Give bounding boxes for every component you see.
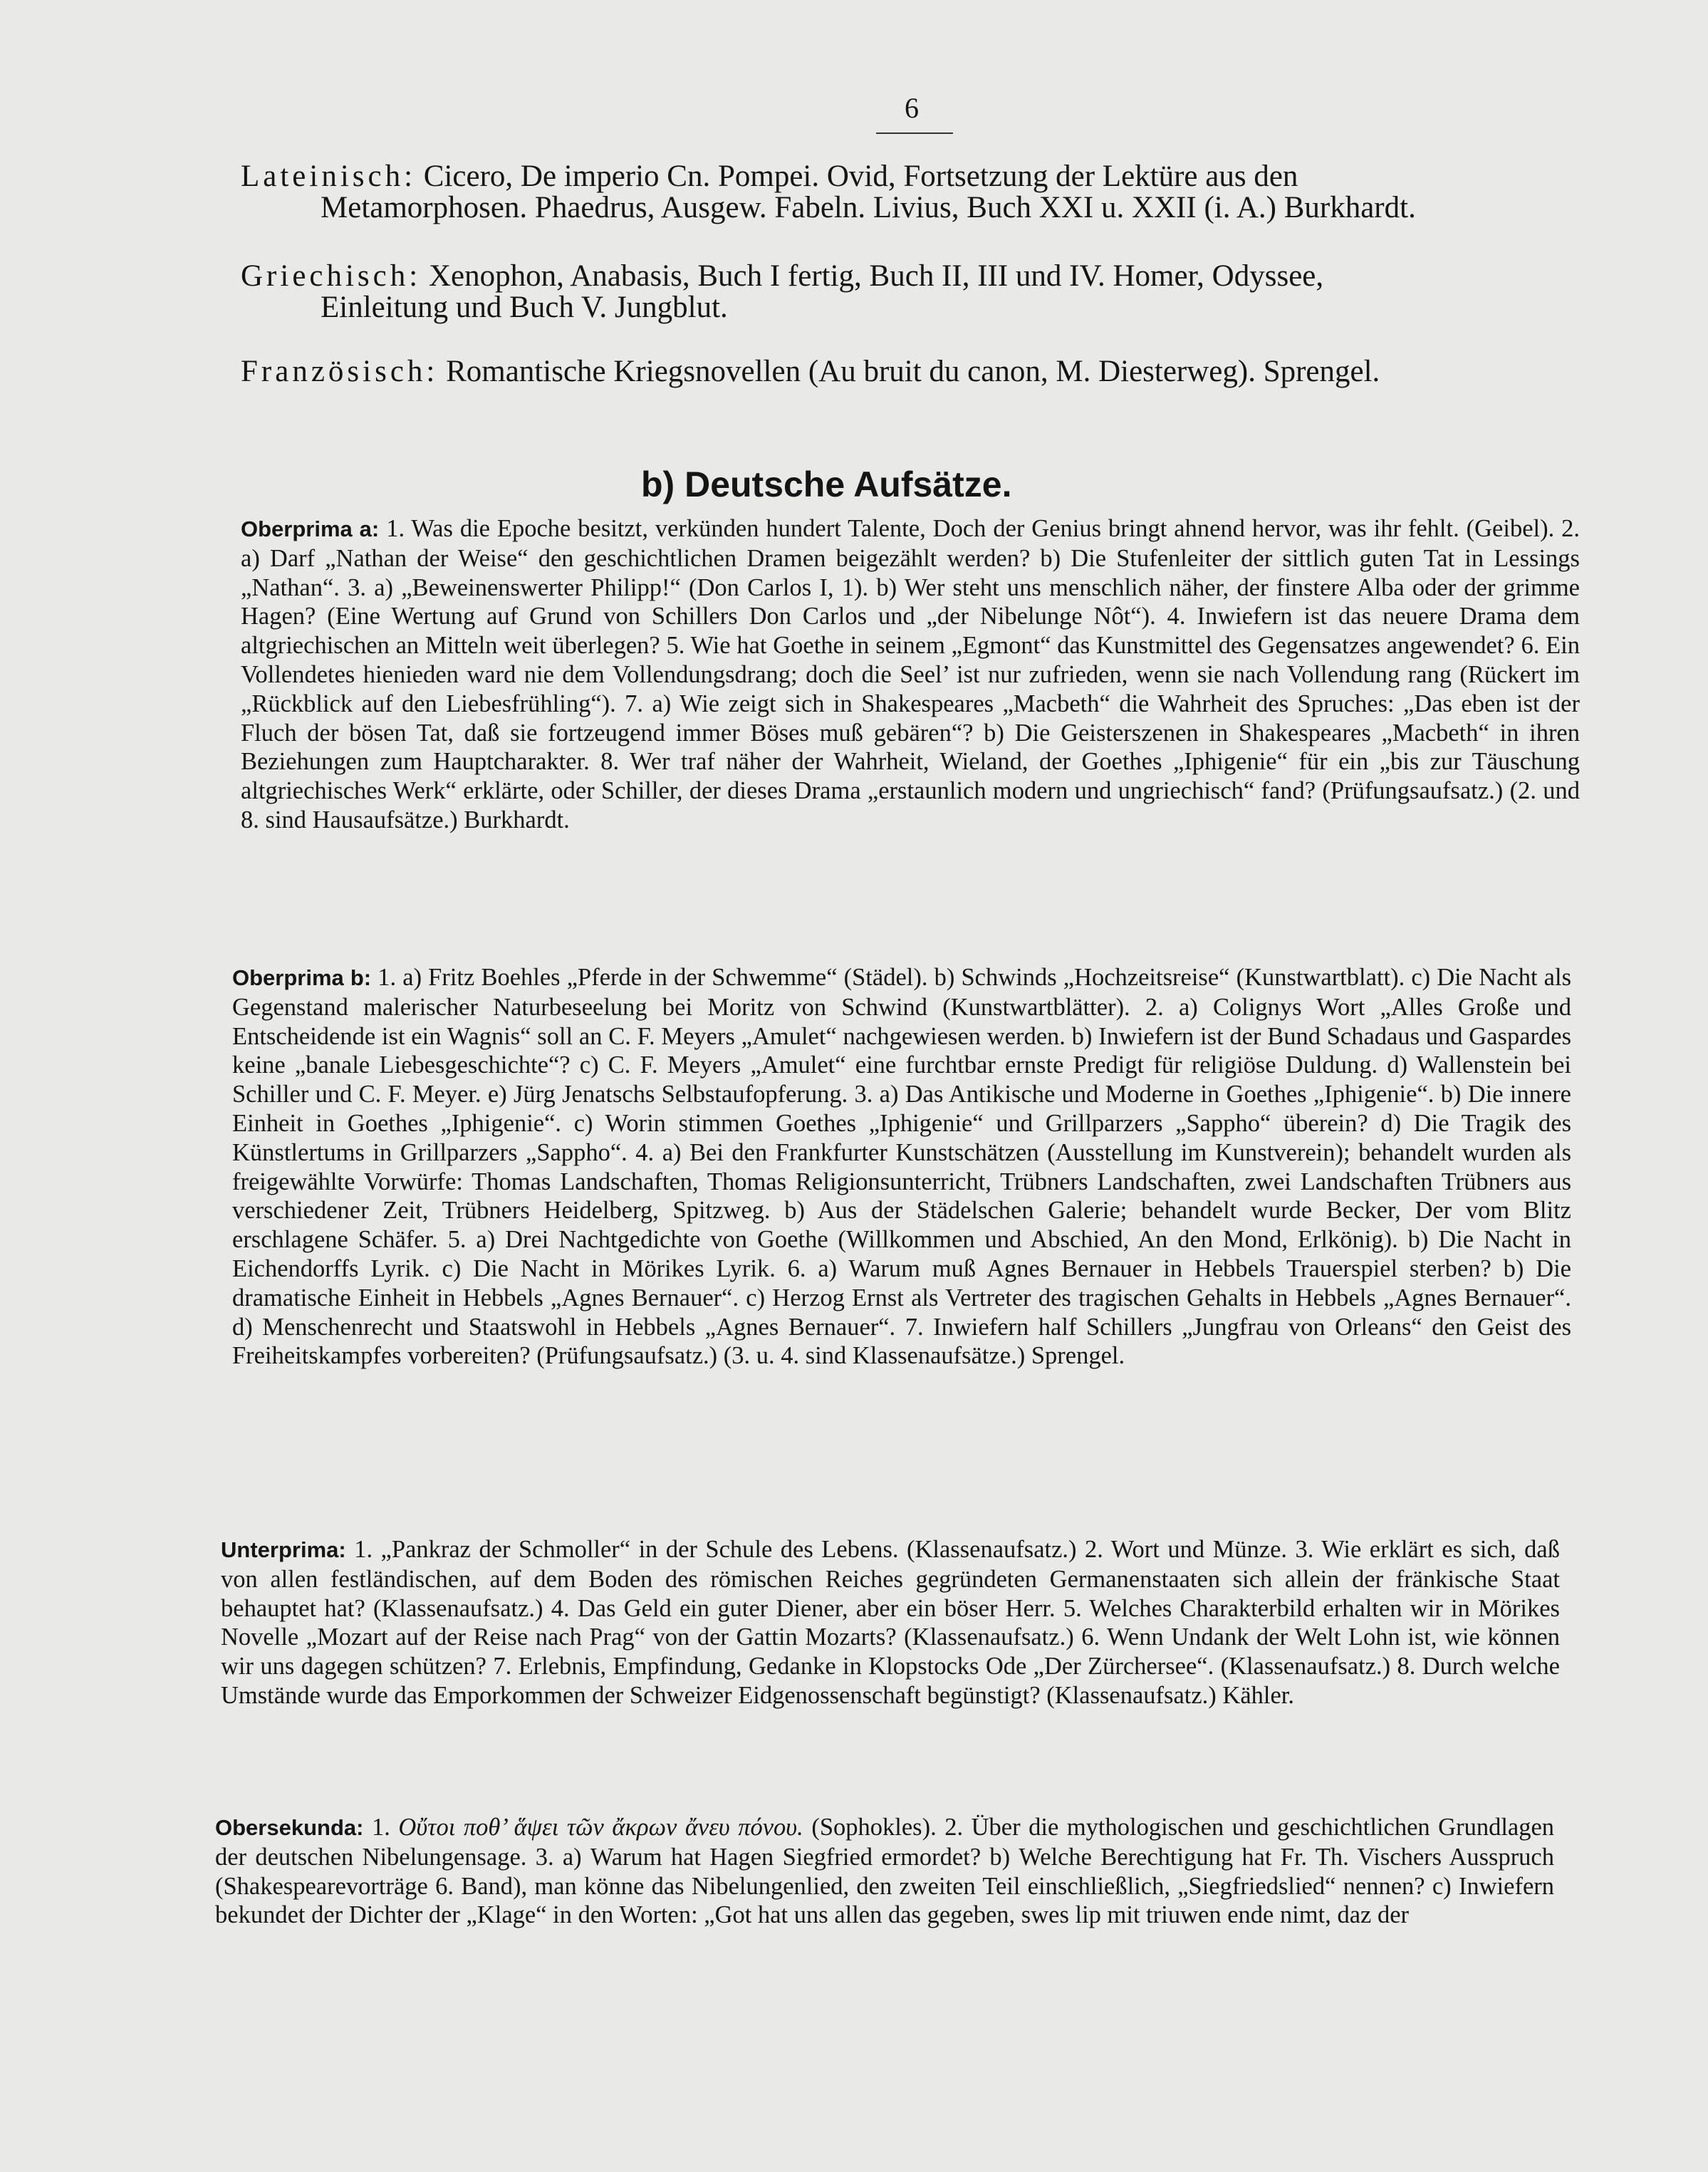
essay-block-oberprima-b <box>232 963 1571 1371</box>
subject-label: Französisch: <box>241 355 439 388</box>
subject-label: Lateinisch: <box>241 160 417 193</box>
essay-block-unterprima <box>221 1535 1560 1710</box>
essay-block-oberprima-a <box>241 514 1580 835</box>
class-label: Obersekunda: <box>215 1815 364 1840</box>
greek-quote: Οὔτοι ποθ’ ἅψει τῶν ἄκρων ἄνευ πόνου. <box>398 1814 803 1841</box>
essay-number: 1. <box>372 1814 390 1841</box>
class-label: Oberprima a: <box>241 516 380 541</box>
literature-french <box>241 356 1587 388</box>
essay-topics: 1. „Pankraz der Schmoller“ in der Schule des Lebens. (Klassenaufsatz.) 2. Wort und Münze. 3. Wie erklärt es sich, daß von allen festländischen, auf dem Boden des römischen Reiches gegründeten Germanenstaaten sich allein der fränkische Staat behauptet hat? (Klassenaufsatz.) 4. Das Geld ein guter Diener, aber ein böser Herr. 5. Welches Charakterbild erhalten wir in Mörikes Novelle „Mozart auf der Reise nach Prag“ von der Gattin Mozarts? (Klassenaufsatz.) 6. Wenn Undank der Welt Lohn ist, wie können wir uns dagegen schützen? 7. Erlebnis, Empfindung, Gedanke in Klopstocks Ode „Der Zürchersee“. (Klassenaufsatz.) 8. Durch welche Umstände wurde das Emporkommen der Schweizer Eidgenossenschaft begünstigt? (Klassenaufsatz.) Kähler. <box>221 1536 1560 1709</box>
essay-topics: (Sophokles). 2. Über die mythologischen und geschichtlichen Grundlagen der deutschen Nibelungensage. 3. a) Warum hat Hagen Siegfried ermordet? b) Welche Berechtigung hat Fr. Th. Vischers Ausspruch (Shakespearevorträge 6. Band), man könne das Nibelungenlied, den zweiten Teil einschließlich, „Siegfriedslied“ nennen? c) Inwiefern bekundet der Dichter der „Klage“ in den Worten: „Got hat uns allen das gegeben, swes lip mit triuwen ende nimt, daz der <box>215 1814 1555 1929</box>
essay-topics: 1. a) Fritz Boehles „Pferde in der Schwemme“ (Städel). b) Schwinds „Hochzeitsreise“ (Kunstwartblatt). c) Die Nacht als Gegenstand malerischer Naturbeseelung bei Moritz von Schwind (Kunstwartblätter). 2. a) Colignys Wort „Alles Große und Entscheidende ist ein Wagnis“ soll an C. F. Meyers „Amulet“ nachgewiesen werden. b) Inwiefern ist der Bund Schadaus und Gaspardes keine „banale Liebesgeschichte“? c) C. F. Meyers „Amulet“ eine furchtbar ernste Predigt für religiöse Duldung. d) Wallenstein bei Schiller und C. F. Meyer. e) Jürg Jenatschs Selbstaufopferung. 3. a) Das Antikische und Moderne in Goethes „Iphigenie“. b) Die innere Einheit in Goethes „Iphigenie“. c) Worin stimmen Goethes „Iphigenie“ und Grillparzers „Sappho“ überein? d) Die Tragik des Künstlertums in Grillparzers „Sappho“. 4. a) Bei den Frankfurter Kunstschätzen (Ausstellung im Kunstverein); behandelt wurden als freigewählte Vorwürfe: Thomas Landschaften, Thomas Religionsunterricht, Trübners Landschaften, zwei Landschaften Trübners aus verschiedener Zeit, Trübners Heidelberg, Spitzweg. b) Aus der Städelschen Galerie; behandelt wurde Becker, Der vom Blitz erschlagene Schäfer. 5. a) Drei Nachtgedichte von Goethe (Willkommen und Abschied, An den Mond, Erlkönig). b) Die Nacht in Eichendorffs Lyrik. c) Die Nacht in Mörikes Lyrik. 6. a) Warum muß Agnes Bernauer in Hebbels Trauerspiel sterben? b) Die dramatische Einheit in Hebbels „Agnes Bernauer“. c) Herzog Ernst als Vertreter des tragischen Gehalts in Hebbels „Agnes Bernauer“. d) Menschenrecht und Staatswohl in Hebbels „Agnes Bernauer“. 7. Inwiefern half Schillers „Jungfrau von Orleans“ den Geist des Freiheitskampfes vorbereiten? (Prüfungsaufsatz.) (3. u. 4. sind Klassenaufsätze.) Sprengel. <box>232 964 1571 1370</box>
page-number: 6 <box>905 92 919 124</box>
literature-text-continued: Einleitung und Buch V. Jungblut. <box>321 291 728 324</box>
class-label: Oberprima b: <box>232 965 372 990</box>
section-heading: b) Deutsche Aufsätze. <box>641 464 1012 504</box>
literature-text: Xenophon, Anabasis, Buch I fertig, Buch II, III und IV. Homer, Odyssee, <box>428 259 1324 293</box>
literature-text: Cicero, De imperio Cn. Pompei. Ovid, Fortsetzung der Lektüre aus den <box>423 160 1298 193</box>
class-label: Unterprima: <box>221 1537 346 1562</box>
literature-text: Romantische Kriegsnovellen (Au bruit du canon, M. Diesterweg). Sprengel. <box>446 355 1380 388</box>
literature-text-continued: Metamorphosen. Phaedrus, Ausgew. Fabeln. Livius, Buch XXI u. XXII (i. A.) Burkhardt. <box>321 191 1416 224</box>
subject-label: Griechisch: <box>241 259 422 293</box>
page-number-rule <box>876 132 953 134</box>
literature-greek <box>241 261 1587 323</box>
essay-topics: 1. Was die Epoche besitzt, verkünden hundert Talente, Doch der Genius bringt ahnend hervor, was ihr fehlt. (Geibel). 2. a) Darf „Nathan der Weise“ den geschichtlichen Dramen beigezählt werden? b) Die Stufenleiter der sittlich guten Tat in Lessings „Nathan“. 3. a) „Beweinenswerter Philipp!“ (Don Carlos I, 1). b) Wer steht uns menschlich näher, der finstere Alba oder der grimme Hagen? (Eine Wertung auf Grund von Schillers Don Carlos und „der Nibelunge Nôt“). 4. Inwiefern ist das neuere Drama dem altgriechischen an Mitteln weit überlegen? 5. Wie hat Goethe in seinem „Egmont“ das Kunstmittel des Gegensatzes angewendet? 6. Ein Vollendetes hienieden ward nie dem Vollendungsdrang; doch die Seel’ ist nur zufrieden, wenn sie nach Vollendung rang (Rückert im „Rückblick auf den Liebesfrühling“). 7. a) Wie zeigt sich in Shakespeares „Macbeth“ die Wahrheit des Spruches: „Das eben ist der Fluch der bösen Tat, daß sie fortzeugend immer Böses muß gebären“? b) Die Geisterszenen in Shakespeares „Macbeth“ in ihren Beziehungen zum Hauptcharakter. 8. Wer traf näher der Wahrheit, Wieland, der Goethes „Iphigenie“ für ein „bis zur Täuschung altgriechisches Werk“ erklärte, oder Schiller, der dieses Drama „erstaunlich modern und ungriechisch“ fand? (Prüfungsaufsatz.) (2. und 8. sind Hausaufsätze.) Burkhardt. <box>241 515 1581 833</box>
literature-latin <box>241 161 1587 224</box>
essay-block-obersekunda <box>215 1813 1554 1930</box>
